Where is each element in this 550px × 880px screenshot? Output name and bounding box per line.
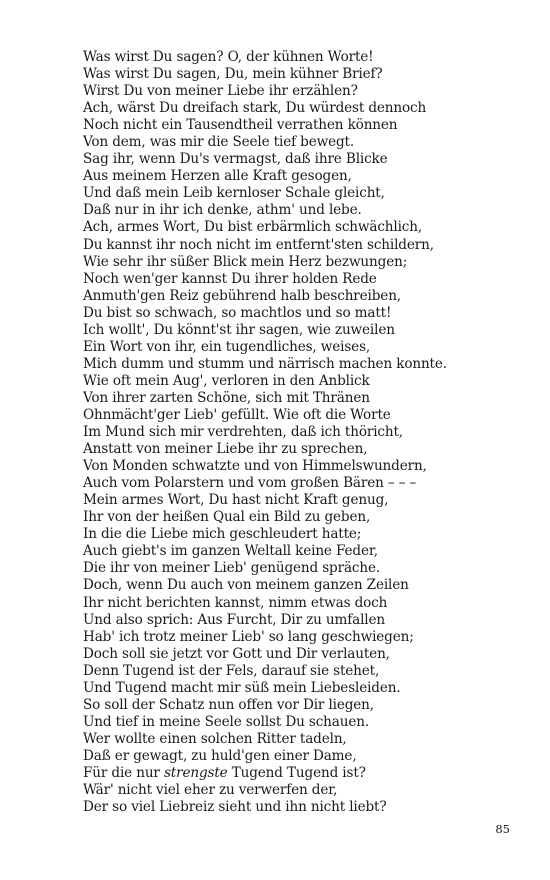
poem-line: Denn Tugend ist der Fels, darauf sie stehet, bbox=[83, 662, 380, 679]
poem-line: Von dem, was mir die Seele tief bewegt. bbox=[83, 134, 355, 151]
page-number: 85 bbox=[495, 822, 510, 836]
poem-line: Ich wollt', Du könnt'st ihr sagen, wie zuweilen bbox=[83, 321, 395, 338]
poem-line: Ohnmächt'ger Lieb' gefüllt. Wie oft die Worte bbox=[83, 406, 391, 423]
poem-line: Im Mund sich mir verdrehten, daß ich thöricht, bbox=[83, 424, 403, 441]
poem-line: Ihr von der heißen Qual ein Bild zu geben, bbox=[83, 509, 371, 526]
poem-line: Wirst Du von meiner Liebe ihr erzählen? bbox=[83, 83, 358, 100]
poem-line: Hab' ich trotz meiner Lieb' so lang geschwiegen; bbox=[83, 628, 414, 645]
poem-line: Noch wen'ger kannst Du ihrer holden Rede bbox=[83, 270, 377, 287]
poem-line: Daß nur in ihr ich denke, athm' und lebe. bbox=[83, 202, 362, 219]
poem-line: Du bist so schwach, so machtlos und so matt! bbox=[83, 304, 392, 321]
poem-line: Was wirst Du sagen, Du, mein kühner Brief? bbox=[83, 66, 383, 83]
poem-line: Ihr nicht berichten kannst, nimm etwas doch bbox=[83, 594, 388, 611]
poem-line: Wie oft mein Aug', verloren in den Anblick bbox=[83, 372, 370, 389]
poem-line: Auch vom Polarstern und vom großen Bären – – – bbox=[83, 475, 417, 492]
poem-line: Noch nicht ein Tausendtheil verrathen können bbox=[83, 117, 398, 134]
poem-line: Doch, wenn Du auch von meinem ganzen Zeilen bbox=[83, 577, 409, 594]
poem-line: Wär' nicht viel eher zu verwerfen der, bbox=[83, 782, 338, 799]
poem-line: Von ihrer zarten Schöne, sich mit Thränen bbox=[83, 389, 370, 406]
line-text-before: Für die nur bbox=[83, 764, 164, 781]
poem-line: So soll der Schatz nun offen vor Dir liegen, bbox=[83, 696, 374, 713]
poem-line: Mich dumm und stumm und närrisch machen konnte. bbox=[83, 355, 447, 372]
emphasized-word: strengste bbox=[163, 764, 228, 781]
poem-line: Ach, armes Wort, Du bist erbärmlich schwächlich, bbox=[83, 219, 423, 236]
poem-line: In die die Liebe mich geschleudert hatte; bbox=[83, 526, 362, 543]
poem-line: Und tief in meine Seele sollst Du schauen. bbox=[83, 713, 369, 730]
poem-line: Ach, wärst Du dreifach stark, Du würdest dennoch bbox=[83, 100, 427, 117]
poem-line: Sag ihr, wenn Du's vermagst, daß ihre Blicke bbox=[83, 151, 388, 168]
poem-line: Anstatt von meiner Liebe ihr zu sprechen, bbox=[83, 441, 368, 458]
poem-line: Mein armes Wort, Du hast nicht Kraft genug, bbox=[83, 492, 389, 509]
poem-line: Wie sehr ihr süßer Blick mein Herz bezwungen; bbox=[83, 253, 408, 270]
poem-line: Von Monden schwatzte und von Himmelswundern, bbox=[83, 458, 427, 475]
poem-line: Du kannst ihr noch nicht im entfernt'sten schildern, bbox=[83, 236, 434, 253]
poem-line: Aus meinem Herzen alle Kraft gesogen, bbox=[83, 168, 352, 185]
poem-line: Und daß mein Leib kernloser Schale gleicht, bbox=[83, 185, 385, 202]
poem-line: Wer wollte einen solchen Ritter tadeln, bbox=[83, 730, 347, 747]
poem-line: Anmuth'gen Reiz gebührend halb beschreiben, bbox=[83, 287, 401, 304]
poem-line-emphasis bbox=[83, 765, 523, 782]
poem-line: Die ihr von meiner Lieb' genügend spräche. bbox=[83, 560, 381, 577]
poem-line: Der so viel Liebreiz sieht und ihn nicht liebt? bbox=[83, 799, 387, 816]
poem-line: Doch soll sie jetzt vor Gott und Dir verlauten, bbox=[83, 645, 390, 662]
poem-line: Und Tugend macht mir süß mein Liebesleiden. bbox=[83, 679, 401, 696]
poem-text bbox=[83, 49, 523, 816]
poem-line: Und also sprich: Aus Furcht, Dir zu umfallen bbox=[83, 611, 385, 628]
poem-line: Was wirst Du sagen? O, der kühnen Worte! bbox=[83, 49, 374, 65]
poem-line: Ein Wort von ihr, ein tugendliches, weises, bbox=[83, 338, 371, 355]
poem-line: Daß er gewagt, zu huld'gen einer Dame, bbox=[83, 747, 357, 764]
line-text-after: Tugend Tugend ist? bbox=[227, 764, 366, 781]
poem-line: Auch giebt's im ganzen Weltall keine Feder, bbox=[83, 543, 378, 560]
